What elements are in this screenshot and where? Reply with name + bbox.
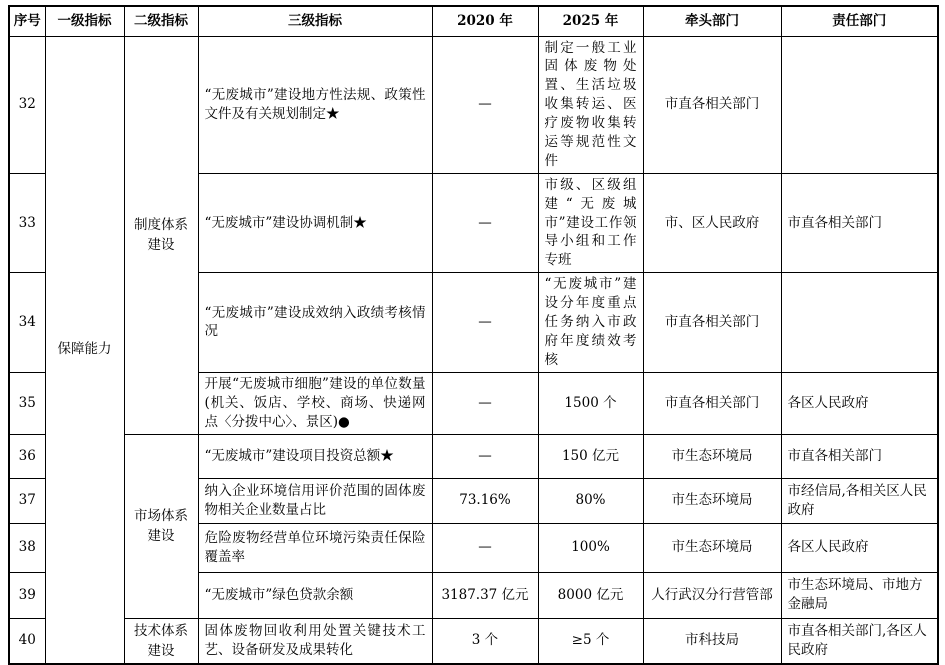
header-row [9,6,938,36]
indicator-table [8,5,939,665]
value-2025: 8000 亿元 [538,572,643,618]
col-header-no: 序号 [9,6,45,36]
resp-dept: 市经信局,各相关区人民政府 [781,478,938,523]
value-2025: 100% [538,523,643,572]
resp-dept: 市直各相关部门,各区人民政府 [781,618,938,664]
resp-dept: 市生态环境局、市地方金融局 [781,572,938,618]
col-header-lead: 牵头部门 [643,6,781,36]
resp-dept [781,36,938,173]
indicator-l3: 纳入企业环境信用评价范围的固体废物相关企业数量占比 [198,478,432,523]
col-header-resp: 责任部门 [781,6,938,36]
col-header-level3: 三级指标 [198,6,432,36]
row-no: 34 [9,273,45,372]
resp-dept [781,273,938,372]
lead-dept: 市生态环境局 [643,478,781,523]
value-2025: ≥5 个 [538,618,643,664]
lead-dept: 市科技局 [643,618,781,664]
value-2020: — [432,372,538,434]
value-2020: — [432,434,538,478]
row-no: 40 [9,618,45,664]
table-row [9,36,938,173]
col-header-level1: 一级指标 [45,6,124,36]
value-2025: 150 亿元 [538,434,643,478]
indicator-l3: “无废城市”建设项目投资总额★ [198,434,432,478]
indicator-l3: “无废城市”绿色贷款余额 [198,572,432,618]
resp-dept: 市直各相关部门 [781,434,938,478]
resp-dept: 市直各相关部门 [781,173,938,272]
lead-dept: 市直各相关部门 [643,372,781,434]
indicator-table-container [8,5,939,665]
value-2020: — [432,273,538,372]
table-row [9,434,938,478]
lead-dept: 市、区人民政府 [643,173,781,272]
row-no: 35 [9,372,45,434]
lead-dept: 市直各相关部门 [643,36,781,173]
indicator-l3: 危险废物经营单位环境污染责任保险覆盖率 [198,523,432,572]
col-header-2025: 2025 年 [538,6,643,36]
value-2020: — [432,173,538,272]
col-header-2020: 2020 年 [432,6,538,36]
value-2025: 市级、区级组建“无废城市”建设工作领导小组和工作专班 [538,173,643,272]
value-2025: “无废城市”建设分年度重点任务纳入市政府年度绩效考核 [538,273,643,372]
value-2020: 3187.37 亿元 [432,572,538,618]
lead-dept: 市生态环境局 [643,523,781,572]
row-no: 38 [9,523,45,572]
level2-cell-institution: 制度体系建设 [124,36,198,434]
level2-cell-technology: 技术体系建设 [124,618,198,664]
indicator-l3: “无废城市”建设成效纳入政绩考核情况 [198,273,432,372]
value-2020: 73.16% [432,478,538,523]
value-2025: 制定一般工业固体废物处置、生活垃圾收集转运、医疗废物收集转运等规范性文件 [538,36,643,173]
resp-dept: 各区人民政府 [781,372,938,434]
lead-dept: 市生态环境局 [643,434,781,478]
indicator-l3: “无废城市”建设协调机制★ [198,173,432,272]
row-no: 37 [9,478,45,523]
value-2020: — [432,523,538,572]
row-no: 33 [9,173,45,272]
resp-dept: 各区人民政府 [781,523,938,572]
value-2020: 3 个 [432,618,538,664]
value-2025: 80% [538,478,643,523]
row-no: 36 [9,434,45,478]
table-row [9,618,938,664]
indicator-l3: 开展“无废城市细胞”建设的单位数量(机关、饭店、学校、商场、快递网点〈分拨中心〉、景区)● [198,372,432,434]
lead-dept: 人行武汉分行营管部 [643,572,781,618]
lead-dept: 市直各相关部门 [643,273,781,372]
value-2020: — [432,36,538,173]
value-2025: 1500 个 [538,372,643,434]
row-no: 39 [9,572,45,618]
level2-cell-market: 市场体系建设 [124,434,198,618]
row-no: 32 [9,36,45,173]
level1-cell: 保障能力 [45,36,124,664]
col-header-level2: 二级指标 [124,6,198,36]
indicator-l3: “无废城市”建设地方性法规、政策性文件及有关规划制定★ [198,36,432,173]
indicator-l3: 固体废物回收利用处置关键技术工艺、设备研发及成果转化 [198,618,432,664]
